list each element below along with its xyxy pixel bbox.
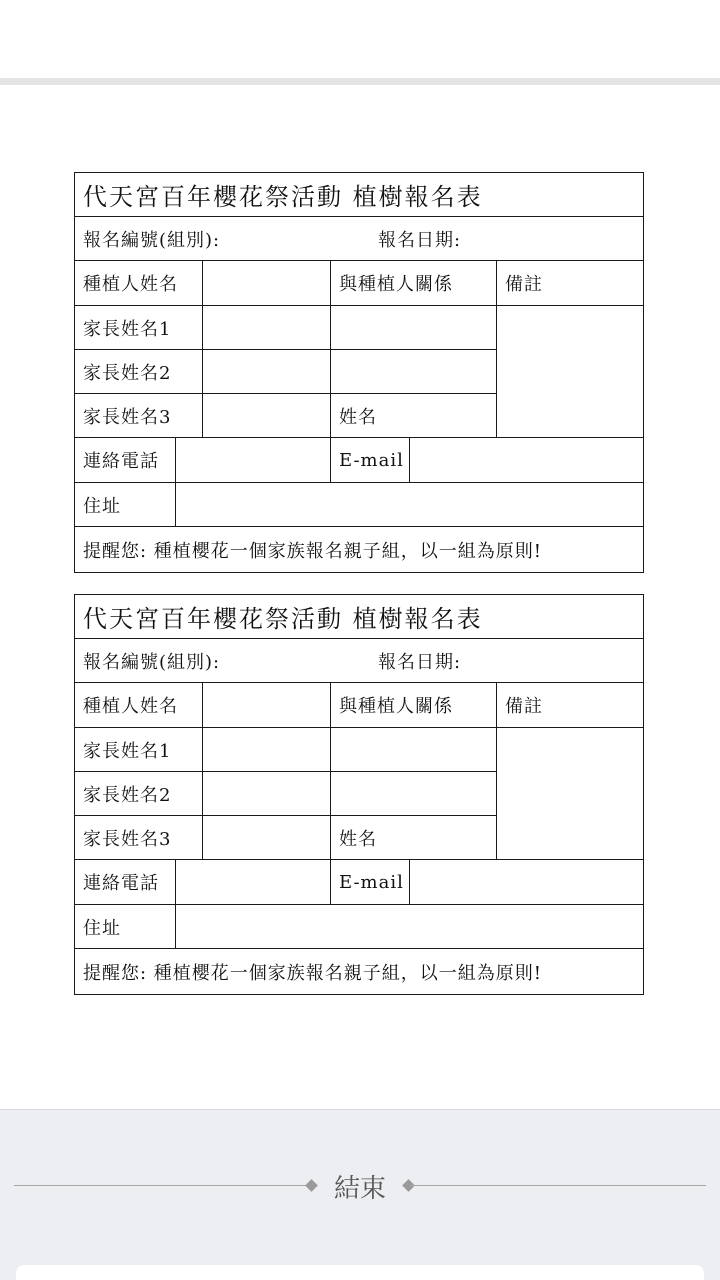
parent-name-3-cell xyxy=(203,394,331,438)
bottom-card xyxy=(16,1265,704,1280)
parent-relation-2-cell xyxy=(331,772,497,816)
remarks-label: 備註 xyxy=(497,261,644,306)
phone-label: 連絡電話 xyxy=(75,438,176,483)
registration-form-table xyxy=(74,594,644,995)
registration-number-label: 報名編號(組別): xyxy=(83,651,221,673)
footer-area xyxy=(0,1109,720,1280)
parent-relation-1-cell xyxy=(331,728,497,772)
address-label: 住址 xyxy=(75,905,176,949)
parent-name-2-cell xyxy=(203,772,331,816)
remarks-cell xyxy=(497,306,644,438)
end-label: 結束 xyxy=(333,1174,386,1204)
parent-name-3-cell xyxy=(203,816,331,860)
registration-form-image-1 xyxy=(74,172,643,572)
form-title: 代天宮百年櫻花祭活動 植樹報名表 xyxy=(75,173,644,217)
remarks-label: 備註 xyxy=(497,683,644,728)
phone-cell xyxy=(176,438,331,483)
form-title: 代天宮百年櫻花祭活動 植樹報名表 xyxy=(75,595,644,639)
reminder-text: 提醒您: 種植櫻花一個家族報名親子組，以一組為原則! xyxy=(75,527,644,573)
planter-name-cell xyxy=(203,683,331,728)
registration-info-row xyxy=(75,217,644,261)
planter-name-label: 種植人姓名 xyxy=(75,683,203,728)
parent-name-2-cell xyxy=(203,350,331,394)
parent-name-2-label: 家長姓名2 xyxy=(75,772,203,816)
registration-form-table xyxy=(74,172,644,573)
email-cell xyxy=(410,438,644,483)
parent-name-1-label: 家長姓名1 xyxy=(75,306,203,350)
name-label: 姓名 xyxy=(331,394,497,438)
end-divider-right xyxy=(410,1185,706,1186)
address-label: 住址 xyxy=(75,483,176,527)
relation-label: 與種植人關係 xyxy=(331,683,497,728)
planter-name-label: 種植人姓名 xyxy=(75,261,203,306)
email-cell xyxy=(410,860,644,905)
parent-relation-1-cell xyxy=(331,306,497,350)
planter-name-cell xyxy=(203,261,331,306)
registration-form-image-2 xyxy=(74,594,643,994)
parent-relation-2-cell xyxy=(331,350,497,394)
registration-date-label: 報名日期: xyxy=(378,651,462,673)
phone-cell xyxy=(176,860,331,905)
email-label: E-mail xyxy=(331,860,410,905)
diamond-left-icon xyxy=(305,1179,318,1192)
parent-name-1-label: 家長姓名1 xyxy=(75,728,203,772)
phone-label: 連絡電話 xyxy=(75,860,176,905)
end-divider-left xyxy=(14,1185,310,1186)
remarks-cell xyxy=(497,728,644,860)
email-label: E-mail xyxy=(331,438,410,483)
relation-label: 與種植人關係 xyxy=(331,261,497,306)
registration-date-label: 報名日期: xyxy=(378,229,462,251)
address-cell xyxy=(176,905,644,949)
name-label: 姓名 xyxy=(331,816,497,860)
parent-name-2-label: 家長姓名2 xyxy=(75,350,203,394)
parent-name-1-cell xyxy=(203,728,331,772)
reminder-text: 提醒您: 種植櫻花一個家族報名親子組，以一組為原則! xyxy=(75,949,644,995)
registration-info-row xyxy=(75,639,644,683)
parent-name-3-label: 家長姓名3 xyxy=(75,816,203,860)
parent-name-3-label: 家長姓名3 xyxy=(75,394,203,438)
top-divider xyxy=(0,78,720,85)
registration-number-label: 報名編號(組別): xyxy=(83,229,221,251)
address-cell xyxy=(176,483,644,527)
top-bar xyxy=(0,0,720,78)
parent-name-1-cell xyxy=(203,306,331,350)
